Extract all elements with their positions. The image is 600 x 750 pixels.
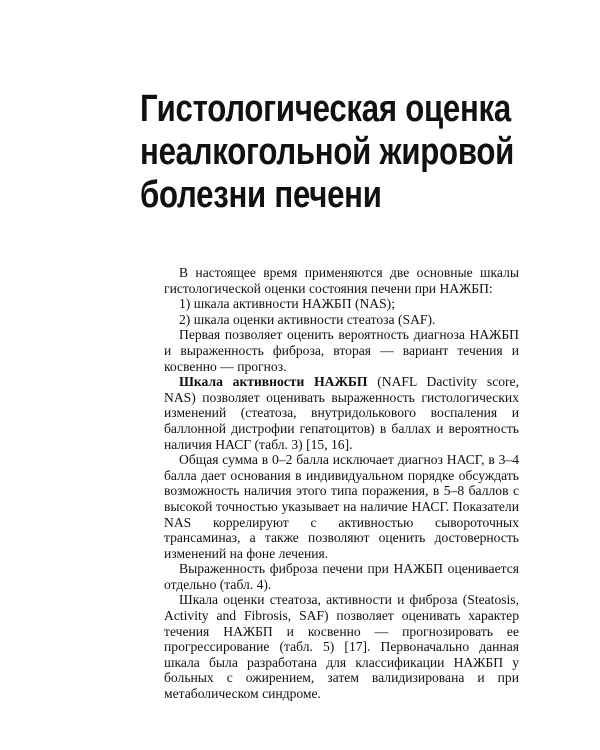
nas-heading: Шкала активности НАЖБП: [179, 374, 368, 390]
paragraph-nas: [164, 374, 519, 452]
title-line-1: Гистологическая оценка: [140, 88, 511, 130]
title-line-3: болезни печени: [140, 174, 382, 216]
paragraph-intro: В настоящее время применяются две основные шкалы гистологической оценки состояния печени при НАЖБП:: [164, 265, 519, 296]
list-item-saf: 2) шкала оценки активности стеатоза (SAF).: [179, 311, 436, 327]
nas-description: (NAFL Dactivity score, NAS) позволяет оценивать выраженность гистологических изменений (стеатоза, внутридолькового воспаления и баллонной дистрофии гепатоцитов) в баллах и вероятность наличия НАСГ (табл. 3) [15, 16].: [164, 374, 519, 452]
paragraph-score-interpretation: Общая сумма в 0–2 балла исключает диагноз НАСГ, в 3–4 балла дает основания в индивидуальном порядке обсуждать возможность наличия этого типа поражения, в 5–8 баллов с высокой точностью указывает на наличие НАСГ. Показатели NAS коррелируют с активностью сывороточных трансаминаз, а также позволяют оценить достоверность изменений на фоне лечения.: [164, 452, 519, 561]
paragraph-first-scale: Первая позволяет оценить вероятность диагноза НАЖБП и выраженность фиброза, вторая — вариант течения и косвенно — прогноз.: [164, 327, 519, 374]
chapter-title: [140, 88, 515, 217]
body-text: [164, 265, 519, 702]
paragraph-saf: Шкала оценки стеатоза, активности и фиброза (Steatosis, Activity and Fibrosis, SAF) позволяет оценивать характер течения НАЖБП и косвенно — прогнозировать ее прогрессирование (табл. 5) [17]. Первоначально данная шкала была разработана для классификации НАЖБП у больных с ожирением, затем валидизирована и при метаболическом синдроме.: [164, 592, 519, 702]
list-item-nas: 1) шкала активности НАЖБП (NAS);: [179, 296, 395, 312]
title-line-2: неалкогольной жировой: [140, 131, 515, 173]
paragraph-fibrosis: Выраженность фиброза печени при НАЖБП оценивается отдельно (табл. 4).: [164, 561, 519, 592]
